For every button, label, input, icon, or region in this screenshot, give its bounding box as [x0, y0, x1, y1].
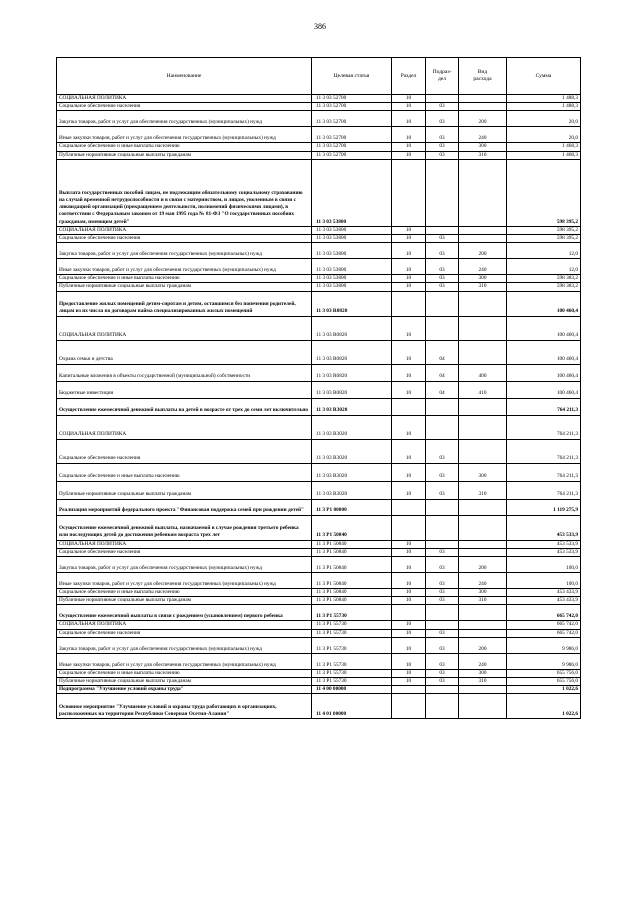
cell-section: 10	[392, 557, 426, 573]
cell-sum: 453 533,9	[507, 515, 581, 540]
cell-name: СОЦИАЛЬНАЯ ПОЛИТИКА	[57, 226, 312, 234]
cell-subsection	[426, 291, 459, 316]
cell-name: Социальное обеспечение и иные выплаты населению	[57, 589, 312, 597]
cell-sum: 20,0	[507, 127, 581, 143]
cell-name: Социальное обеспечение населения	[57, 439, 312, 463]
cell-section: 10	[392, 95, 426, 103]
cell-subsection	[426, 316, 459, 340]
cell-target: 11 3 P1 55730	[312, 637, 392, 653]
cell-expense-type: 240	[459, 573, 507, 589]
cell-subsection: 03	[426, 548, 459, 556]
cell-target: 11 3 P1 50840	[312, 515, 392, 540]
cell-sum: 655 756,0	[507, 669, 581, 677]
table-row	[57, 557, 581, 573]
cell-subsection: 03	[426, 235, 459, 243]
cell-expense-type	[459, 316, 507, 340]
cell-name: Основное мероприятие "Улучшение условий и охраны труда работающих в организациях, расположенных на территории Республики Северная Осетия-Алания"	[57, 694, 312, 719]
table-row	[57, 340, 581, 364]
cell-name: Закупка товаров, работ и услуг для обеспечения государственных (муниципальных) нужд	[57, 111, 312, 127]
cell-expense-type: 200	[459, 111, 507, 127]
cell-expense-type	[459, 694, 507, 719]
cell-section: 10	[392, 103, 426, 111]
cell-target: 11 3 03 53800	[312, 243, 392, 259]
table-row	[57, 605, 581, 621]
cell-sum: 9 986,0	[507, 637, 581, 653]
cell-section: 10	[392, 275, 426, 283]
cell-subsection: 03	[426, 557, 459, 573]
cell-section: 10	[392, 597, 426, 605]
cell-subsection: 03	[426, 573, 459, 589]
cell-expense-type	[459, 605, 507, 621]
cell-target: 11 3 03 R0820	[312, 364, 392, 381]
header-subsection: Подраз- дел	[426, 58, 459, 95]
cell-name: Иные закупки товаров, работ и услуг для обеспечения государственных (муниципальных) нужд	[57, 127, 312, 143]
cell-target: 11 3 03 R3020	[312, 481, 392, 499]
cell-name: СОЦИАЛЬНАЯ ПОЛИТИКА	[57, 540, 312, 548]
cell-sum: 12,0	[507, 259, 581, 275]
table-row	[57, 111, 581, 127]
cell-sum: 598 395,2	[507, 235, 581, 243]
cell-name: Иные закупки товаров, работ и услуг для обеспечения государственных (муниципальных) нужд	[57, 573, 312, 589]
cell-target: 11 3 03 R3020	[312, 398, 392, 415]
cell-expense-type: 310	[459, 283, 507, 291]
table-row	[57, 143, 581, 151]
cell-section: 10	[392, 653, 426, 669]
cell-subsection	[426, 415, 459, 439]
cell-section	[392, 686, 426, 694]
cell-name: Социальное обеспечение и иные выплаты населению	[57, 463, 312, 481]
cell-section: 10	[392, 540, 426, 548]
cell-target: 11 3 P1 55730	[312, 678, 392, 686]
cell-section: 10	[392, 637, 426, 653]
cell-sum: 100 460,4	[507, 291, 581, 316]
cell-expense-type	[459, 159, 507, 226]
cell-target: 11 3 03 R0820	[312, 316, 392, 340]
cell-expense-type: 310	[459, 678, 507, 686]
cell-section: 10	[392, 127, 426, 143]
cell-target: 11 3 P1 55730	[312, 629, 392, 637]
cell-target: 11 3 03 52700	[312, 111, 392, 127]
header-target: Целевая статья	[312, 58, 392, 95]
cell-sum: 1 488,3	[507, 95, 581, 103]
cell-expense-type: 200	[459, 637, 507, 653]
cell-expense-type	[459, 515, 507, 540]
cell-section: 10	[392, 573, 426, 589]
cell-expense-type: 200	[459, 243, 507, 259]
cell-sum: 598 395,2	[507, 226, 581, 234]
header-sum: Сумма	[507, 58, 581, 95]
cell-name: Закупка товаров, работ и услуг для обеспечения государственных (муниципальных) нужд	[57, 637, 312, 653]
cell-sum: 1 119 275,9	[507, 499, 581, 515]
cell-section: 10	[392, 243, 426, 259]
table-row	[57, 629, 581, 637]
cell-target: 11 4 00 00000	[312, 686, 392, 694]
cell-subsection	[426, 515, 459, 540]
table-body	[57, 95, 581, 719]
cell-sum: 100 460,4	[507, 316, 581, 340]
cell-sum: 598 383,2	[507, 275, 581, 283]
cell-subsection: 03	[426, 111, 459, 127]
table-row	[57, 597, 581, 605]
cell-expense-type	[459, 95, 507, 103]
cell-target: 11 3 03 52700	[312, 143, 392, 151]
cell-section: 10	[392, 235, 426, 243]
cell-name: Выплата государственных пособий лицам, не подлежащим обязательному социальному страхованию на случай временной нетрудоспособности и в связи с материнством, и лицам, уволенным в связи с ликвидацией организаций (прекращением деятельности, полномочий физическими лицами), в соответствии с Федеральным законом от 19 мая 1995 года № 81-ФЗ "О государственных пособиях гражданам, имеющим детей"	[57, 159, 312, 226]
cell-sum: 20,0	[507, 111, 581, 127]
cell-target: 11 3 03 52700	[312, 95, 392, 103]
table-row	[57, 316, 581, 340]
cell-section	[392, 515, 426, 540]
cell-subsection: 03	[426, 637, 459, 653]
cell-expense-type: 310	[459, 597, 507, 605]
cell-sum: 764 211,3	[507, 415, 581, 439]
cell-target: 11 3 P1 50840	[312, 548, 392, 556]
table-row	[57, 103, 581, 111]
cell-subsection: 03	[426, 127, 459, 143]
table-row	[57, 159, 581, 226]
cell-name: Социальное обеспечение и иные выплаты населению	[57, 143, 312, 151]
cell-name: Публичные нормативные социальные выплаты гражданам	[57, 597, 312, 605]
cell-sum: 764 211,3	[507, 481, 581, 499]
cell-name: Предоставление жилых помещений детям-сиротам и детям, оставшимся без попечения родителей, лицам из их числа по договорам найма специализированных жилых помещений	[57, 291, 312, 316]
cell-name: СОЦИАЛЬНАЯ ПОЛИТИКА	[57, 95, 312, 103]
cell-sum: 100,0	[507, 557, 581, 573]
cell-name: Осуществление ежемесячной выплаты в связи с рождением (усыновлением) первого ребенка	[57, 605, 312, 621]
cell-expense-type: 310	[459, 481, 507, 499]
cell-subsection: 03	[426, 589, 459, 597]
cell-target: 11 3 P1 50840	[312, 573, 392, 589]
cell-subsection: 03	[426, 103, 459, 111]
cell-expense-type: 240	[459, 653, 507, 669]
cell-target: 11 3 03 52700	[312, 151, 392, 159]
cell-subsection: 03	[426, 143, 459, 151]
cell-target: 11 3 03 R0820	[312, 340, 392, 364]
cell-target: 11 3 03 53800	[312, 226, 392, 234]
cell-name: Социальное обеспечение населения	[57, 629, 312, 637]
cell-expense-type: 300	[459, 589, 507, 597]
cell-name: Капитальные вложения в объекты государственной (муниципальной) собственности	[57, 364, 312, 381]
cell-section: 10	[392, 151, 426, 159]
cell-sum: 665 742,0	[507, 629, 581, 637]
cell-subsection: 03	[426, 151, 459, 159]
table-row	[57, 499, 581, 515]
cell-expense-type	[459, 621, 507, 629]
table-row	[57, 151, 581, 159]
cell-section: 10	[392, 143, 426, 151]
table-row	[57, 515, 581, 540]
cell-subsection	[426, 540, 459, 548]
cell-subsection	[426, 605, 459, 621]
cell-subsection	[426, 226, 459, 234]
cell-target: 11 3 P1 55730	[312, 621, 392, 629]
cell-name: Публичные нормативные социальные выплаты гражданам	[57, 283, 312, 291]
cell-sum: 453 433,9	[507, 597, 581, 605]
cell-target: 11 3 P1 00000	[312, 499, 392, 515]
table-row	[57, 686, 581, 694]
cell-target: 11 3 P1 50840	[312, 557, 392, 573]
header-name: Наименование	[57, 58, 312, 95]
cell-target: 11 3 03 R3020	[312, 463, 392, 481]
cell-sum: 764 211,3	[507, 398, 581, 415]
cell-section: 10	[392, 463, 426, 481]
table-header-row	[57, 58, 581, 95]
cell-section: 10	[392, 629, 426, 637]
cell-target: 11 3 03 R3020	[312, 439, 392, 463]
table-row	[57, 235, 581, 243]
cell-section: 10	[392, 364, 426, 381]
table-row	[57, 381, 581, 398]
cell-target: 11 3 03 53800	[312, 283, 392, 291]
table-row	[57, 275, 581, 283]
cell-subsection: 04	[426, 381, 459, 398]
cell-sum: 598 395,2	[507, 159, 581, 226]
cell-expense-type	[459, 499, 507, 515]
cell-subsection	[426, 95, 459, 103]
cell-target: 11 3 03 R3020	[312, 415, 392, 439]
cell-expense-type	[459, 439, 507, 463]
cell-subsection: 03	[426, 243, 459, 259]
cell-name: СОЦИАЛЬНАЯ ПОЛИТИКА	[57, 415, 312, 439]
table-row	[57, 669, 581, 677]
cell-section: 10	[392, 316, 426, 340]
cell-name: Закупка товаров, работ и услуг для обеспечения государственных (муниципальных) нужд	[57, 557, 312, 573]
cell-target: 11 3 P1 50840	[312, 597, 392, 605]
cell-expense-type	[459, 340, 507, 364]
cell-section: 10	[392, 589, 426, 597]
cell-expense-type: 400	[459, 364, 507, 381]
cell-target: 11 3 03 R0820	[312, 291, 392, 316]
cell-sum: 100 460,4	[507, 381, 581, 398]
cell-sum: 665 742,0	[507, 605, 581, 621]
cell-subsection: 04	[426, 340, 459, 364]
cell-section: 10	[392, 678, 426, 686]
cell-sum: 1 468,3	[507, 151, 581, 159]
cell-name: Социальное обеспечение и иные выплаты населению	[57, 275, 312, 283]
cell-name: Иные закупки товаров, работ и услуг для обеспечения государственных (муниципальных) нужд	[57, 259, 312, 275]
cell-expense-type: 310	[459, 151, 507, 159]
table-row	[57, 694, 581, 719]
cell-section: 10	[392, 340, 426, 364]
cell-sum: 100,0	[507, 573, 581, 589]
cell-target: 11 3 P1 55730	[312, 669, 392, 677]
cell-name: Публичные нормативные социальные выплаты гражданам	[57, 481, 312, 499]
cell-expense-type	[459, 540, 507, 548]
cell-sum: 453 533,9	[507, 540, 581, 548]
cell-section	[392, 291, 426, 316]
table-row	[57, 283, 581, 291]
cell-sum: 764 211,3	[507, 439, 581, 463]
budget-table	[56, 57, 581, 719]
cell-subsection	[426, 499, 459, 515]
cell-target: 11 4 01 00000	[312, 694, 392, 719]
cell-subsection: 03	[426, 481, 459, 499]
cell-subsection: 03	[426, 439, 459, 463]
cell-sum: 100 460,4	[507, 364, 581, 381]
cell-expense-type	[459, 226, 507, 234]
cell-subsection: 03	[426, 283, 459, 291]
cell-name: Осуществление ежемесячной денежной выплаты на детей в возрасте от трех до семи лет включительно	[57, 398, 312, 415]
cell-target: 11 3 03 53800	[312, 235, 392, 243]
cell-name: СОЦИАЛЬНАЯ ПОЛИТИКА	[57, 621, 312, 629]
cell-subsection: 03	[426, 597, 459, 605]
cell-expense-type	[459, 548, 507, 556]
cell-subsection: 03	[426, 653, 459, 669]
table-row	[57, 621, 581, 629]
cell-name: Социальное обеспечение населения	[57, 103, 312, 111]
table-row	[57, 364, 581, 381]
cell-expense-type	[459, 686, 507, 694]
cell-name: Реализация мероприятий федерального проекта "Финансовая поддержка семей при рождении детей"	[57, 499, 312, 515]
cell-sum: 9 986,0	[507, 653, 581, 669]
cell-expense-type	[459, 235, 507, 243]
cell-name: Социальное обеспечение и иные выплаты населению	[57, 669, 312, 677]
cell-target: 11 3 P1 55730	[312, 653, 392, 669]
cell-sum: 453 533,9	[507, 548, 581, 556]
table-row	[57, 548, 581, 556]
table-row	[57, 653, 581, 669]
cell-section: 10	[392, 415, 426, 439]
cell-sum: 1 022,6	[507, 694, 581, 719]
cell-name: Охрана семьи и детства	[57, 340, 312, 364]
cell-section: 10	[392, 548, 426, 556]
cell-sum: 12,0	[507, 243, 581, 259]
cell-subsection	[426, 398, 459, 415]
cell-expense-type	[459, 398, 507, 415]
header-expense-type: Вид расхода	[459, 58, 507, 95]
cell-expense-type	[459, 103, 507, 111]
cell-section: 10	[392, 283, 426, 291]
table-row	[57, 243, 581, 259]
cell-expense-type: 200	[459, 557, 507, 573]
cell-sum: 655 756,0	[507, 678, 581, 686]
cell-section: 10	[392, 381, 426, 398]
cell-subsection	[426, 621, 459, 629]
cell-section	[392, 159, 426, 226]
cell-subsection: 03	[426, 259, 459, 275]
cell-subsection: 03	[426, 678, 459, 686]
cell-target: 11 3 03 53800	[312, 275, 392, 283]
table-row	[57, 481, 581, 499]
cell-expense-type	[459, 415, 507, 439]
cell-expense-type: 240	[459, 259, 507, 275]
cell-name: СОЦИАЛЬНАЯ ПОЛИТИКА	[57, 316, 312, 340]
cell-expense-type: 240	[459, 127, 507, 143]
table-row	[57, 573, 581, 589]
cell-section: 10	[392, 259, 426, 275]
cell-section	[392, 694, 426, 719]
cell-name: Иные закупки товаров, работ и услуг для обеспечения государственных (муниципальных) нужд	[57, 653, 312, 669]
cell-sum: 100 460,4	[507, 340, 581, 364]
cell-name: Социальное обеспечение населения	[57, 235, 312, 243]
table-row	[57, 540, 581, 548]
cell-name: Осуществление ежемесячной денежной выплаты, назначаемой в случае рождения третьего ребенка или последующих детей до достижения ребенком возраста трех лет	[57, 515, 312, 540]
cell-target: 11 3 03 53800	[312, 159, 392, 226]
cell-sum: 1 488,3	[507, 103, 581, 111]
cell-target: 11 3 P1 50840	[312, 540, 392, 548]
cell-expense-type: 300	[459, 463, 507, 481]
table-row	[57, 398, 581, 415]
table-row	[57, 291, 581, 316]
table-row	[57, 415, 581, 439]
cell-section	[392, 605, 426, 621]
cell-section: 10	[392, 481, 426, 499]
cell-sum: 764 211,3	[507, 463, 581, 481]
cell-section	[392, 398, 426, 415]
cell-subsection: 03	[426, 669, 459, 677]
cell-subsection	[426, 686, 459, 694]
cell-section: 10	[392, 226, 426, 234]
cell-name: Бюджетные инвестиции	[57, 381, 312, 398]
cell-target: 11 3 03 R0820	[312, 381, 392, 398]
table-row	[57, 127, 581, 143]
table-row	[57, 95, 581, 103]
header-section: Раздел	[392, 58, 426, 95]
cell-subsection: 03	[426, 629, 459, 637]
cell-section: 10	[392, 439, 426, 463]
table-row	[57, 589, 581, 597]
table-row	[57, 637, 581, 653]
cell-target: 11 3 P1 55730	[312, 605, 392, 621]
cell-name: Публичные нормативные социальные выплаты гражданам	[57, 151, 312, 159]
cell-section: 10	[392, 669, 426, 677]
cell-sum: 665 742,0	[507, 621, 581, 629]
cell-target: 11 3 P1 50840	[312, 589, 392, 597]
cell-name: Публичные нормативные социальные выплаты гражданам	[57, 678, 312, 686]
cell-expense-type: 300	[459, 143, 507, 151]
cell-subsection: 03	[426, 275, 459, 283]
cell-target: 11 3 03 52700	[312, 127, 392, 143]
table-row	[57, 226, 581, 234]
page-number: 386	[314, 22, 326, 31]
cell-section: 10	[392, 111, 426, 127]
table-row	[57, 678, 581, 686]
table-row	[57, 463, 581, 481]
cell-expense-type	[459, 629, 507, 637]
cell-subsection	[426, 159, 459, 226]
cell-subsection	[426, 694, 459, 719]
cell-sum: 1 022,6	[507, 686, 581, 694]
cell-section	[392, 499, 426, 515]
cell-target: 11 3 03 53800	[312, 259, 392, 275]
cell-subsection: 03	[426, 463, 459, 481]
cell-sum: 598 383,2	[507, 283, 581, 291]
cell-name: Подпрограмма "Улучшение условий охраны труда"	[57, 686, 312, 694]
cell-name: Закупка товаров, работ и услуг для обеспечения государственных (муниципальных) нужд	[57, 243, 312, 259]
cell-section: 10	[392, 621, 426, 629]
cell-subsection: 04	[426, 364, 459, 381]
cell-sum: 1 468,3	[507, 143, 581, 151]
table-row	[57, 439, 581, 463]
cell-sum: 453 433,9	[507, 589, 581, 597]
cell-expense-type: 410	[459, 381, 507, 398]
table-row	[57, 259, 581, 275]
cell-expense-type	[459, 291, 507, 316]
cell-expense-type: 300	[459, 275, 507, 283]
cell-target: 11 3 03 52700	[312, 103, 392, 111]
cell-name: Социальное обеспечение населения	[57, 548, 312, 556]
cell-expense-type: 300	[459, 669, 507, 677]
